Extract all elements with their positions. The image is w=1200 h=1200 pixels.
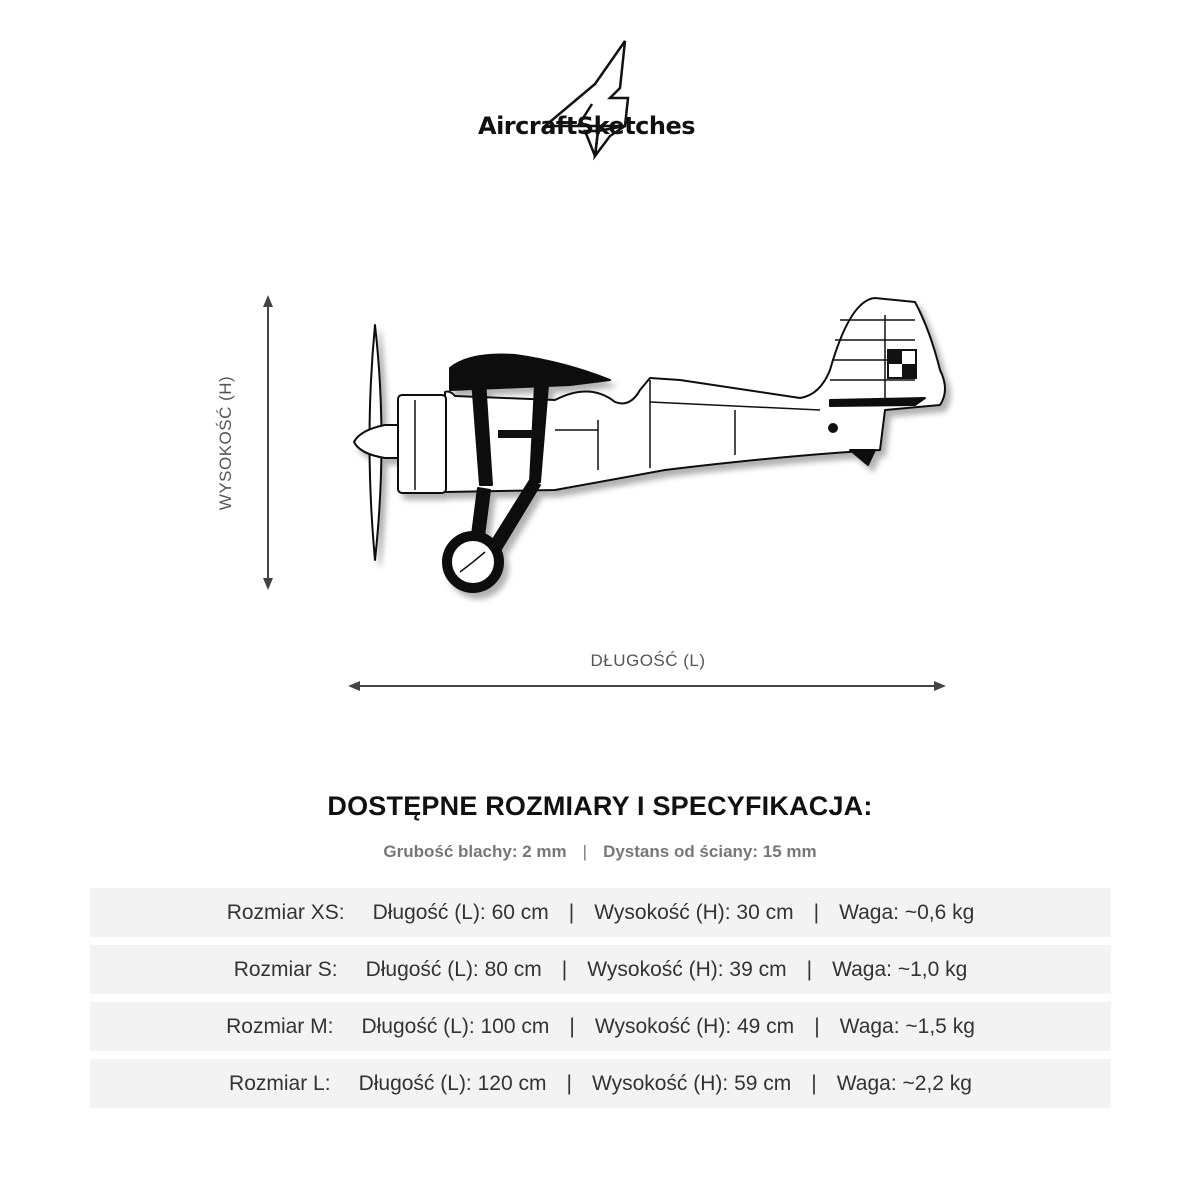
size-weight: Waga: ~1,5 kg: [839, 1014, 975, 1038]
separator: |: [811, 1071, 817, 1095]
length-label: DŁUGOŚĆ (L): [590, 651, 706, 670]
size-height: Wysokość (H): 30 cm: [594, 900, 794, 924]
airplane-silhouette: [340, 290, 960, 610]
separator: |: [566, 1071, 572, 1095]
specs-subtitle: [0, 842, 1200, 862]
size-name: Rozmiar XS:: [226, 900, 345, 924]
separator: |: [806, 957, 813, 981]
size-length: Długość (L): 120 cm: [358, 1071, 547, 1095]
tail-wheel: [850, 450, 875, 465]
wall-distance: Dystans od ściany: 15 mm: [603, 842, 817, 861]
engine-cowling: [398, 395, 446, 493]
size-height: Wysokość (H): 49 cm: [594, 1014, 795, 1038]
size-length: Długość (L): 60 cm: [372, 900, 549, 924]
logo-arrow-icon: [470, 36, 740, 161]
size-row-xs: [90, 888, 1111, 937]
separator: |: [568, 900, 575, 924]
size-height: Wysokość (H): 39 cm: [587, 957, 787, 981]
brand-logo: [470, 36, 740, 161]
size-row-s: [90, 945, 1111, 994]
height-arrow: [258, 295, 278, 590]
tailplane: [830, 398, 925, 406]
size-row-l: [90, 1059, 1111, 1108]
checkerboard-insignia: [888, 350, 916, 378]
separator: |: [569, 1014, 575, 1038]
length-arrow: [348, 676, 946, 696]
size-weight: Waga: ~1,0 kg: [832, 957, 968, 981]
separator: |: [813, 900, 820, 924]
size-weight: Waga: ~0,6 kg: [839, 900, 975, 924]
propeller-spinner: [354, 425, 398, 458]
size-row-m: [90, 1002, 1111, 1051]
sheet-thickness: Grubość blachy: 2 mm: [383, 842, 567, 861]
specs-title: DOSTĘPNE ROZMIARY I SPECYFIKACJA:: [327, 791, 873, 821]
separator: |: [582, 842, 588, 861]
fuselage-marking: [828, 423, 838, 433]
size-name: Rozmiar M:: [226, 1014, 334, 1038]
size-weight: Waga: ~2,2 kg: [836, 1071, 972, 1095]
height-label: WYSOKOŚĆ (H): [216, 375, 235, 511]
separator: |: [814, 1014, 820, 1038]
size-length: Długość (L): 100 cm: [361, 1014, 550, 1038]
size-length: Długość (L): 80 cm: [365, 957, 542, 981]
gun: [498, 430, 543, 438]
size-name: Rozmiar S:: [233, 957, 338, 981]
size-table: [90, 888, 1111, 1116]
separator: |: [561, 957, 568, 981]
size-name: Rozmiar L:: [229, 1071, 331, 1095]
logo-text: AircraftSketches: [478, 112, 696, 140]
size-height: Wysokość (H): 59 cm: [591, 1071, 792, 1095]
